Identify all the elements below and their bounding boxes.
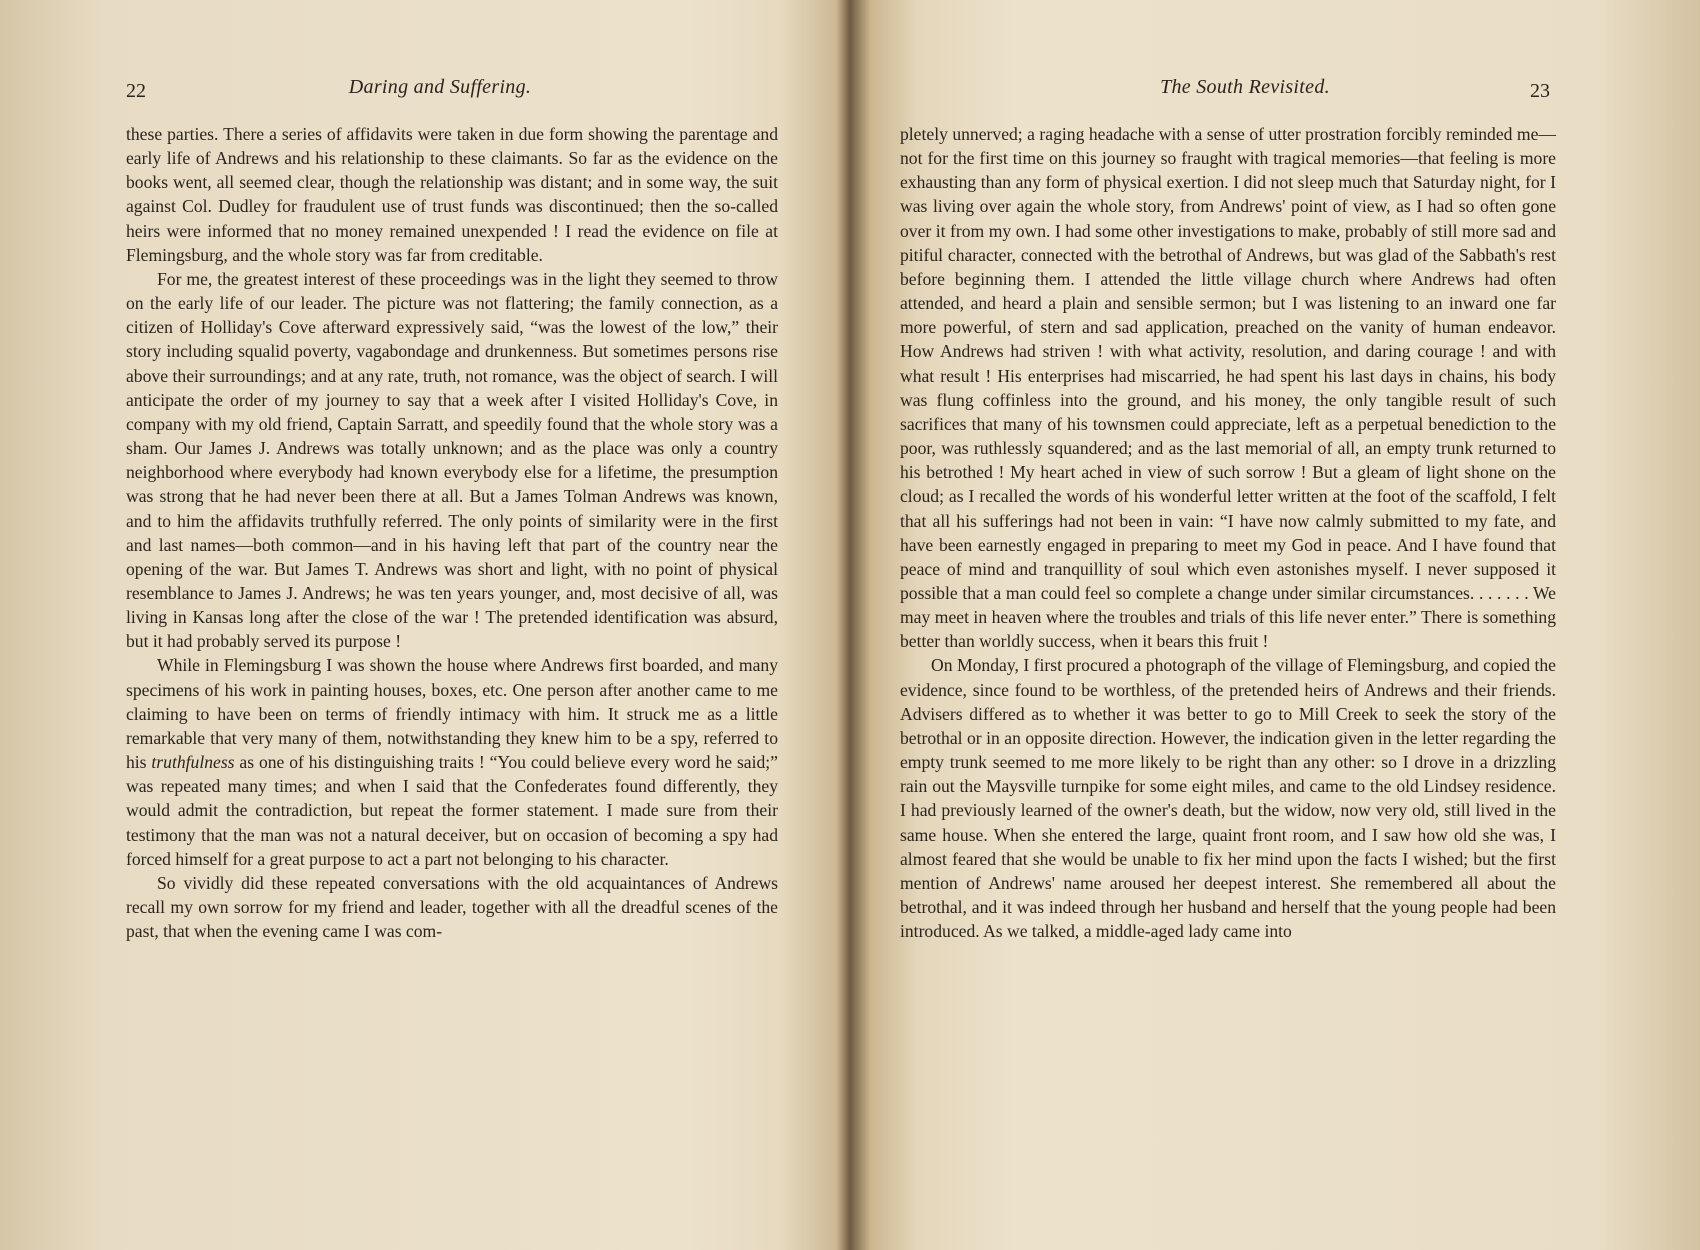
paragraph: these parties. There a series of affidavits were taken in due form showing the parentage and early life of Andrews and his relationship to these claimants. So far as the evidence on the books went, all seemed clear, though the relationship was distant; and in some way, the suit against Col. Dudley for fraudulent use of trust funds was discontinued; then the so-called heirs were informed that no money remained unexpended ! I read the evidence on file at Flemingsburg, and the whole story was far from creditable. (126, 124, 778, 265)
page-number: 23 (1530, 80, 1550, 102)
emphasis-text: truthfulness (151, 752, 235, 773)
paragraph: On Monday, I first procured a photograph of the village of Flemingsburg, and copied the evidence, since found to be worthless, of the pretended heirs of Andrews and their friends. Advisers differed as to whether it was better to go to Mill Creek to seek the story of the betrothal or in an opposite direction. However, the indication given in the letter regarding the empty trunk seemed to me more likely to be right than any other: so I drove in a drizzling rain out the Maysville turnpike for some eight miles, and came to the old Lindsey residence. I had previously learned of the owner's death, but the widow, now very old, still lived in the same house. When she entered the large, quaint front room, and I saw how old she was, I almost feared that she would be unable to fix her mind upon the facts I wished; but the first mention of Andrews' name aroused her deepest interest. She remembered all about the betrothal, and it was indeed through her husband and herself that the young people had been introduced. As we talked, a middle-aged lady came into (900, 655, 1556, 942)
right-page (850, 0, 1700, 1250)
paragraph: pletely unnerved; a raging headache with a sense of utter prostration forcibly reminded me—not for the first time on this journey so fraught with tragical memories—that feeling is more exhausting than any form of physical exertion. I did not sleep much that Saturday night, for I was living over again the whole story, from Andrews' point of view, as I had so often gone over it from my own. I had some other investigations to make, probably of still more sad and pitiful character, connected with the betrothal of Andrews, but was glad of the Sabbath's rest before beginning them. I attended the little village church where Andrews had often attended, and heard a plain and sensible sermon; but I was listening to an inward one far more powerful, of stern and sad application, preached on the vanity of human endeavor. How Andrews had striven ! with what activity, resolution, and daring courage ! and with what result ! His enterprises had miscarried, he had spent his last days in chains, his body was flung coffinless into the ground, and his money, the only tangible result of such sacrifices that many of his townsmen could appreciate, left as a perpetual benediction to the poor, was ruthlessly squandered; and as the last memorial of all, an empty trunk returned to his betrothed ! My heart ached in view of such sorrow ! But a gleam of light shone on the cloud; as I recalled the words of his wonderful letter written at the foot of the scaffold, I felt that all his sufferings had not been in vain: “I have now calmly submitted to my fate, and have been earnestly engaged in preparing to meet my God in peace. And I have found that peace of mind and tranquillity of soul which even astonishes myself. I never supposed it possible that a man could feel so complete a change under similar circumstances. . . . . . . We may meet in heaven where the troubles and trials of this life never enter.” There is something better than worldly success, when it bears this fruit ! (900, 124, 1556, 652)
paragraph (126, 653, 778, 870)
running-title: The South Revisited. (1160, 76, 1330, 98)
page-body (900, 122, 1556, 943)
paragraph: For me, the greatest interest of these proceedings was in the light they seemed to throw on the early life of our leader. The picture was not flattering; the family connection, as a citizen of Holliday's Cove afterward expressively said, “was the lowest of the low,” their story including squalid poverty, vagabondage and drunkenness. But sometimes persons rise above their surroundings; and at any rate, truth, not romance, was the object of search. I will anticipate the order of my journey to say that a week after I visited Holliday's Cove, in company with my old friend, Captain Sarratt, and speedily found that the whole story was a sham. Our James J. Andrews was totally unknown; and as the place was only a country neighborhood where everybody had known everybody else for a lifetime, the presumption was strong that he had never been there at all. But a James Tolman Andrews was known, and to him the affidavits truthfully referred. The only points of similarity were in the first and last names—both common—and in his having left that part of the country near the opening of the war. But James T. Andrews was short and light, with no point of physical resemblance to James J. Andrews; he was ten years younger, and, most decisive of all, was living in Kansas long after the close of the war ! The pretended identification was absurd, but it had probably served its purpose ! (126, 268, 778, 652)
running-title: Daring and Suffering. (348, 76, 532, 98)
paragraph-text: While in Flemingsburg I was shown the house where Andrews first boarded, and many specimens of his work in painting houses, boxes, etc. One person after another came to me claiming to have been on terms of friendly intimacy with him. It struck me as a little remarkable that very many of them, notwithstanding they knew him to be a spy, referred to his (126, 655, 778, 773)
paragraph: So vividly did these repeated conversations with the old acquaintances of Andrews recall my own sorrow for my friend and leader, together with all the dreadful scenes of the past, that when the evening came I was com- (126, 872, 778, 942)
page-body (126, 122, 778, 943)
page-number: 22 (126, 80, 146, 102)
paragraph-text: as one of his distinguishing traits ! “You could believe every word he said;” was repeated many times; and when I said that the Confederates found differently, they would admit the contradiction, but repeat the former statement. I made sure from their testimony that the man was not a natural deceiver, but on occasion of becoming a spy had forced himself for a great purpose to act a part not belonging to his character. (126, 752, 778, 869)
